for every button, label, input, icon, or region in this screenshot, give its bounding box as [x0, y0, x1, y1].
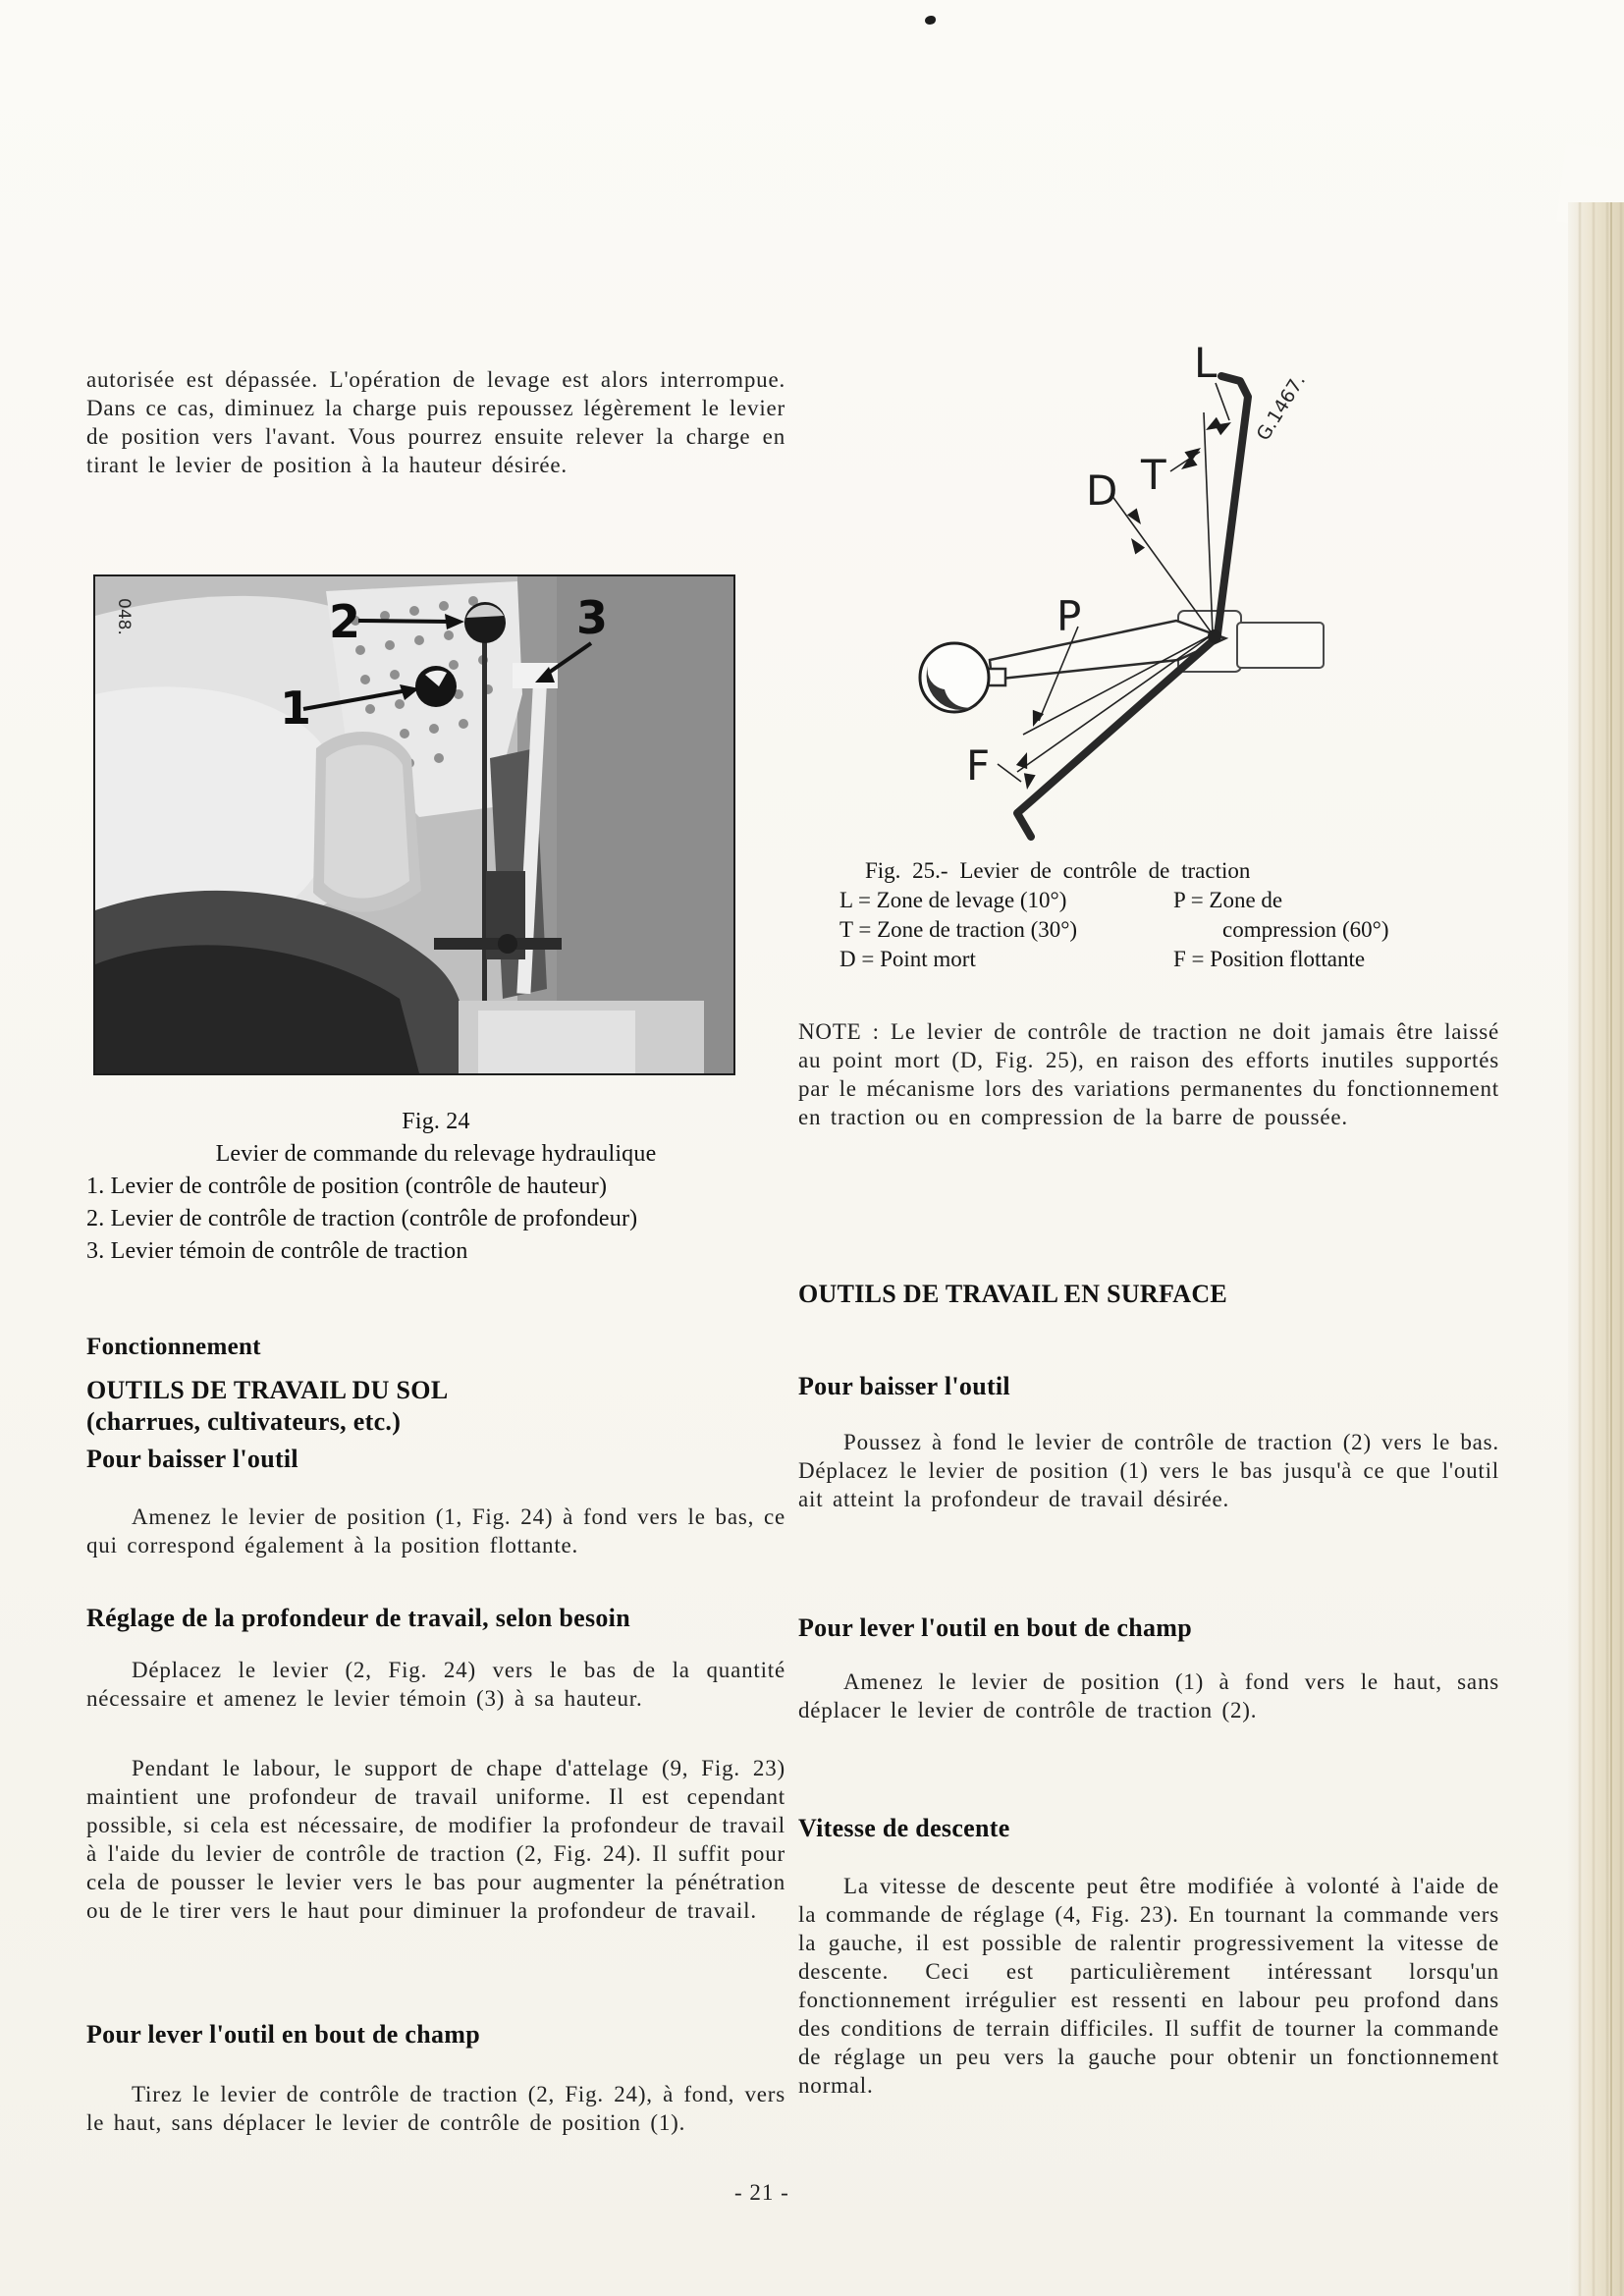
heading-outils-surface: OUTILS DE TRAVAIL EN SURFACE: [798, 1280, 1228, 1308]
book-edge-line: [1610, 202, 1612, 2296]
paragraph-vitesse: La vitesse de descente peut être modifiée à volonté à l'aide de la commande de réglage (4, Fig. 23). En tournant la commande vers la gauche, il est possible de ralentir progressivement la vitesse de descente. Ceci est particulièrement intéressant lorsqu'un fonctionnement irrégulier est ressenti en labour peu profond dans des conditions de terrain difficiles. Il suffit de tourner la commande de réglage un peu vers la gauche pour obtenir un fonctionnement normal.: [798, 1874, 1499, 2098]
paragraph-tirez: Tirez le levier de contrôle de traction (2, Fig. 24), à fond, vers le haut, sans déplacer le levier de contrôle de position (1).: [86, 2082, 785, 2135]
intro-paragraph: autorisée est dépassée. L'opération de levage est alors interrompue. Dans ce cas, diminuez la charge puis repoussez légèrement le levier de position vers l'avant. Vous pourrez ensuite relever la charge en tirant le levier de position à la hauteur désirée.: [86, 367, 785, 477]
fig25-diagram: [884, 332, 1492, 843]
paragraph-deplacez: Déplacez le levier (2, Fig. 24) vers le bas de la quantité nécessaire et amenez le levier témoin (3) à sa hauteur.: [86, 1658, 785, 1711]
heading-fonctionnement: Fonctionnement: [86, 1334, 261, 1360]
zone-label-L: L: [1194, 339, 1218, 387]
zone-label-D: D: [1086, 466, 1118, 515]
ink-speck: [925, 16, 936, 25]
zone-label-P: P: [1056, 592, 1082, 640]
photo-code: 048.: [114, 598, 134, 635]
photo-label-2: 2: [329, 595, 361, 648]
fig25-legend-P: P = Zone de: [1173, 888, 1283, 912]
fig24-caption: [86, 1106, 785, 1268]
fig25-diagram-graphic: [884, 332, 1492, 843]
fig25-caption: [798, 856, 1499, 974]
fig25-legend-L: L = Zone de levage (10°): [839, 888, 1067, 912]
heading-baisser-outil-left: Pour baisser l'outil: [86, 1445, 298, 1473]
fig24-item-3: 3. Levier témoin de contrôle de traction: [86, 1238, 468, 1264]
heading-outils-sol: OUTILS DE TRAVAIL DU SOL: [86, 1376, 449, 1404]
book-edge: [1568, 202, 1624, 2296]
fig25-legend-P-cont: compression (60°): [1222, 917, 1389, 942]
heading-outils-sol-sub: (charrues, cultivateurs, etc.): [86, 1407, 402, 1436]
lever-knob: [920, 643, 989, 712]
fig25-title: Fig. 25.- Levier de contrôle de traction: [865, 858, 1251, 883]
heading-baisser-outil-right: Pour baisser l'outil: [798, 1372, 1010, 1400]
fig25-legend-D: D = Point mort: [839, 947, 976, 971]
fig25-legend-T: T = Zone de traction (30°): [839, 917, 1078, 942]
heading-lever-outil-right: Pour lever l'outil en bout de champ: [798, 1613, 1192, 1642]
zone-label-F: F: [966, 741, 991, 790]
zone-label-T: T: [1141, 451, 1166, 499]
fig24-photo: [93, 574, 735, 1075]
heading-vitesse-descente: Vitesse de descente: [798, 1814, 1010, 1842]
photo-label-3: 3: [576, 591, 609, 644]
fig24-photo-graphic: [95, 576, 733, 1073]
diagram-code: G.1467.: [1252, 370, 1311, 445]
note-paragraph: NOTE : Le levier de contrôle de traction ne doit jamais être laissé au point mort (D, Fig. 25), en raison des efforts inutiles supportés par le mécanisme lors des variations permanentes du fonctionnement en traction ou en compression de la barre de poussée.: [798, 1019, 1499, 1129]
heading-reglage-profondeur: Réglage de la profondeur de travail, selon besoin: [86, 1604, 630, 1632]
paragraph-amenez-right: Amenez le levier de position (1) à fond vers le haut, sans déplacer le levier de contrôle de traction (2).: [798, 1669, 1499, 1722]
fig24-subtitle: Levier de commande du relevage hydraulique: [215, 1141, 657, 1167]
paragraph-pendant-labour: Pendant le labour, le support de chape d'attelage (9, Fig. 23) maintient une profondeur de travail uniforme. Il est cependant possible, si cela est nécessaire, de modifier la profondeur de travail à l'aide du levier de contrôle de traction (2, Fig. 24). Il suffit pour cela de pousser le levier vers le bas pour augmenter la pénétration ou de le tirer vers le haut pour diminuer la profondeur de travail.: [86, 1756, 785, 1923]
fig24-title: Fig. 24: [402, 1109, 470, 1134]
fig25-legend-F: F = Position flottante: [1173, 947, 1366, 971]
page-number: - 21 -: [734, 2180, 789, 2205]
fig24-item-2: 2. Levier de contrôle de traction (contrôle de profondeur): [86, 1206, 638, 1231]
fig24-item-1: 1. Levier de contrôle de position (contrôle de hauteur): [86, 1174, 608, 1199]
heading-lever-outil-left: Pour lever l'outil en bout de champ: [86, 2020, 480, 2049]
paragraph-amenez-left: Amenez le levier de position (1, Fig. 24) à fond vers le bas, ce qui correspond également à la position flottante.: [86, 1504, 785, 1558]
photo-label-1: 1: [280, 682, 312, 735]
paragraph-poussez: Poussez à fond le levier de contrôle de traction (2) vers le bas. Déplacez le levier de position (1) vers le bas jusqu'à ce que l'outil ait atteint la profondeur de travail désirée.: [798, 1430, 1499, 1511]
